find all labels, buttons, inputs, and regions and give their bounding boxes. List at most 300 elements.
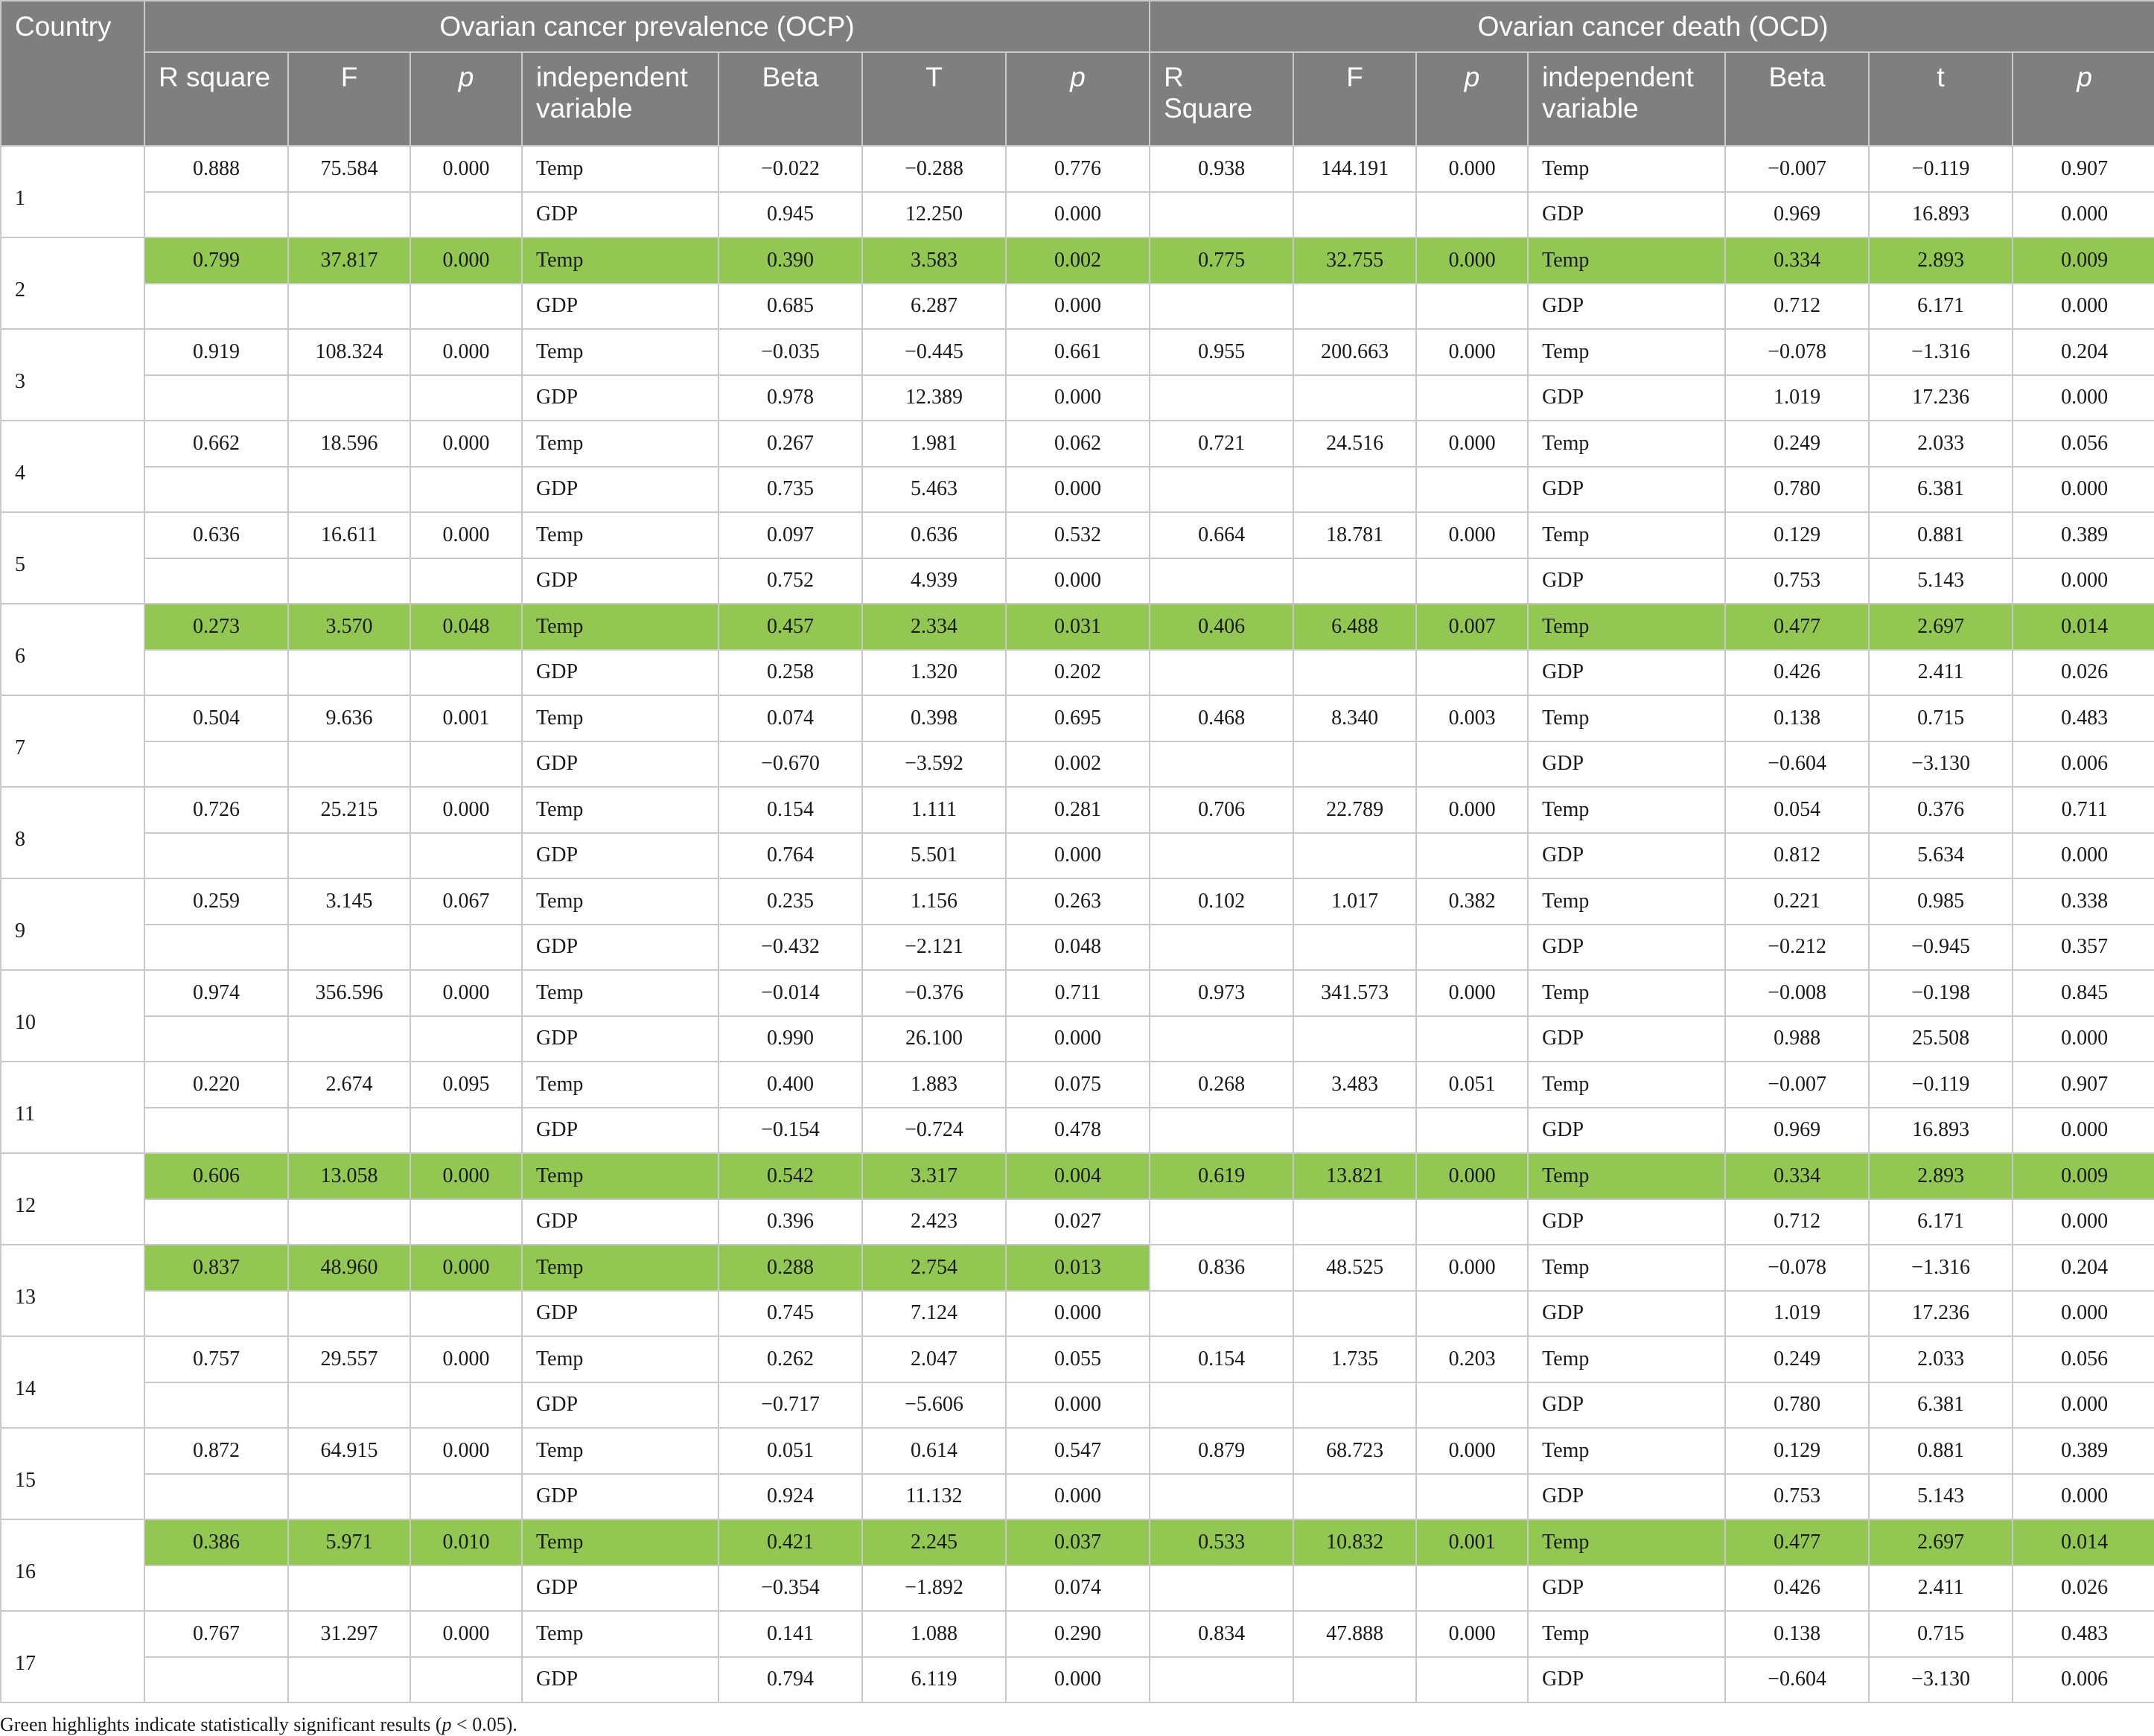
ocp-var-p-cell: 0.000	[1006, 467, 1150, 513]
ocd-beta-cell: 0.054	[1725, 787, 1869, 833]
ocd-variable-cell: Temp	[1528, 787, 1725, 833]
ocp-t-cell: 5.501	[862, 833, 1006, 879]
table-row	[1, 512, 2154, 558]
ocp-var-p-cell: 0.000	[1006, 1016, 1150, 1062]
ocp-beta-cell: 0.752	[718, 558, 862, 604]
ocd-r-square-empty-cell	[1150, 1016, 1293, 1062]
ocp-p-empty-cell	[410, 192, 522, 238]
ocp-variable-cell: GDP	[522, 558, 718, 604]
table-row	[1, 878, 2154, 925]
ocp-p-cell: 0.010	[410, 1519, 522, 1566]
ocp-t-cell: 3.317	[862, 1153, 1006, 1199]
table-row	[1, 375, 2154, 421]
ocp-beta-cell: 0.051	[718, 1428, 862, 1474]
ocd-f-cell: 8.340	[1293, 695, 1416, 741]
country-cell: 14	[1, 1336, 144, 1428]
ocp-variable-cell: Temp	[522, 512, 718, 558]
ocd-r-square-empty-cell	[1150, 741, 1293, 788]
table-row	[1, 237, 2154, 284]
ocp-var-p-cell: 0.031	[1006, 604, 1150, 650]
ocd-var-p-cell: 0.026	[2013, 1566, 2154, 1612]
ocp-f-cell: 2.674	[288, 1062, 410, 1108]
country-cell: 11	[1, 1062, 144, 1153]
country-cell: 17	[1, 1611, 144, 1703]
ocp-p-cell: 0.000	[410, 237, 522, 284]
ocp-r-square-empty-cell	[144, 1291, 288, 1337]
table-row	[1, 1291, 2154, 1337]
ocp-f-empty-cell	[288, 1016, 410, 1062]
ocp-r-square-empty-cell	[144, 284, 288, 330]
ocp-p-cell: 0.095	[410, 1062, 522, 1108]
ocp-beta-cell: 0.400	[718, 1062, 862, 1108]
ocd-beta-cell: 0.129	[1725, 512, 1869, 558]
ocp-t-cell: 6.119	[862, 1657, 1006, 1703]
ocd-t-cell: 17.236	[1869, 375, 2013, 421]
ocp-f-cell: 108.324	[288, 329, 410, 375]
ocp-t-cell: −5.606	[862, 1382, 1006, 1429]
ocp-r-square-cell: 0.606	[144, 1153, 288, 1199]
ocd-beta-cell: −0.078	[1725, 329, 1869, 375]
ocd-beta-cell: 0.221	[1725, 878, 1869, 925]
ocp-var-p-cell: 0.004	[1006, 1153, 1150, 1199]
ocp-t-cell: 7.124	[862, 1291, 1006, 1337]
ocd-f-cell: 3.483	[1293, 1062, 1416, 1108]
ocp-t-cell: −0.288	[862, 146, 1006, 192]
ocp-t-cell: −3.592	[862, 741, 1006, 788]
ocp-var-p-cell: 0.478	[1006, 1108, 1150, 1154]
ocp-var-p-cell: 0.776	[1006, 146, 1150, 192]
ocd-beta-cell: −0.007	[1725, 146, 1869, 192]
ocd-f-cell: 341.573	[1293, 970, 1416, 1016]
ocd-p-empty-cell	[1416, 1566, 1528, 1612]
ocp-f-empty-cell	[288, 833, 410, 879]
ocp-t-cell: 1.981	[862, 421, 1006, 467]
ocd-beta-cell: 0.129	[1725, 1428, 1869, 1474]
ocd-var-p-cell: 0.009	[2013, 237, 2154, 284]
ocd-variable-cell: GDP	[1528, 1199, 1725, 1245]
ocd-beta-cell: 0.780	[1725, 1382, 1869, 1429]
ocd-t-cell: −0.119	[1869, 1062, 2013, 1108]
ocd-r-square-empty-cell	[1150, 1382, 1293, 1429]
ocp-p-cell: 0.048	[410, 604, 522, 650]
ocp-p-cell: 0.067	[410, 878, 522, 925]
ocd-p-cell: 0.000	[1416, 421, 1528, 467]
ocd-t-cell: −0.198	[1869, 970, 2013, 1016]
ocp-var-p-cell: 0.000	[1006, 1382, 1150, 1429]
table-row	[1, 787, 2154, 833]
ocd-t-cell: 2.033	[1869, 1336, 2013, 1382]
ocp-r-square-empty-cell	[144, 650, 288, 696]
ocd-r-square-cell: 0.268	[1150, 1062, 1293, 1108]
ocd-var-p-cell: 0.014	[2013, 1519, 2154, 1566]
header-ocd-independent-variable: independent variable	[1528, 52, 1725, 146]
ocp-variable-cell: Temp	[522, 970, 718, 1016]
ocd-f-empty-cell	[1293, 1382, 1416, 1429]
ocd-variable-cell: GDP	[1528, 1291, 1725, 1337]
ocd-variable-cell: Temp	[1528, 1611, 1725, 1657]
header-ocp-r-square: R square	[144, 52, 288, 146]
ocp-r-square-empty-cell	[144, 1108, 288, 1154]
ocd-r-square-empty-cell	[1150, 375, 1293, 421]
ocd-var-p-cell: 0.357	[2013, 925, 2154, 971]
ocd-p-empty-cell	[1416, 833, 1528, 879]
ocd-p-cell: 0.000	[1416, 146, 1528, 192]
ocd-r-square-empty-cell	[1150, 558, 1293, 604]
ocp-r-square-empty-cell	[144, 925, 288, 971]
ocp-variable-cell: GDP	[522, 1657, 718, 1703]
ocd-t-cell: 2.411	[1869, 650, 2013, 696]
ocp-f-cell: 37.817	[288, 237, 410, 284]
ocd-f-cell: 68.723	[1293, 1428, 1416, 1474]
ocd-var-p-cell: 0.204	[2013, 1245, 2154, 1291]
ocd-r-square-empty-cell	[1150, 925, 1293, 971]
ocp-r-square-empty-cell	[144, 375, 288, 421]
table-row	[1, 1566, 2154, 1612]
ocd-variable-cell: GDP	[1528, 1108, 1725, 1154]
ocp-t-cell: 2.423	[862, 1199, 1006, 1245]
ocp-beta-cell: 0.924	[718, 1474, 862, 1520]
ocd-beta-cell: 0.753	[1725, 558, 1869, 604]
ocp-p-empty-cell	[410, 741, 522, 788]
ocp-f-cell: 75.584	[288, 146, 410, 192]
ocp-r-square-empty-cell	[144, 741, 288, 788]
ocd-t-cell: 16.893	[1869, 1108, 2013, 1154]
ocp-beta-cell: 0.288	[718, 1245, 862, 1291]
ocd-var-p-cell: 0.056	[2013, 1336, 2154, 1382]
table-row	[1, 284, 2154, 330]
ocp-variable-cell: GDP	[522, 1108, 718, 1154]
country-cell: 13	[1, 1245, 144, 1336]
ocp-f-empty-cell	[288, 1474, 410, 1520]
ocd-f-cell: 32.755	[1293, 237, 1416, 284]
ocp-t-cell: −0.376	[862, 970, 1006, 1016]
ocd-r-square-cell: 0.973	[1150, 970, 1293, 1016]
ocd-f-cell: 1.735	[1293, 1336, 1416, 1382]
ocd-beta-cell: 0.712	[1725, 284, 1869, 330]
country-cell: 12	[1, 1153, 144, 1245]
ocp-r-square-cell: 0.662	[144, 421, 288, 467]
ocd-variable-cell: Temp	[1528, 146, 1725, 192]
ocp-var-p-cell: 0.000	[1006, 375, 1150, 421]
ocp-variable-cell: GDP	[522, 650, 718, 696]
ocd-variable-cell: Temp	[1528, 604, 1725, 650]
ocp-variable-cell: Temp	[522, 1428, 718, 1474]
header-ocp-group: Ovarian cancer prevalence (OCP)	[144, 1, 1150, 52]
ocp-p-empty-cell	[410, 1382, 522, 1429]
ocd-r-square-cell: 0.468	[1150, 695, 1293, 741]
ocp-t-cell: 2.047	[862, 1336, 1006, 1382]
header-ocd-p-var: p	[2013, 52, 2154, 146]
ocd-beta-cell: 0.712	[1725, 1199, 1869, 1245]
ocd-beta-cell: 0.138	[1725, 1611, 1869, 1657]
ocp-r-square-cell: 0.220	[144, 1062, 288, 1108]
ocd-f-cell: 18.781	[1293, 512, 1416, 558]
ocd-p-empty-cell	[1416, 1199, 1528, 1245]
ocd-f-cell: 1.017	[1293, 878, 1416, 925]
ocd-beta-cell: −0.078	[1725, 1245, 1869, 1291]
ocp-t-cell: 6.287	[862, 284, 1006, 330]
ocp-variable-cell: GDP	[522, 284, 718, 330]
ocd-t-cell: −0.119	[1869, 146, 2013, 192]
ocp-t-cell: 1.320	[862, 650, 1006, 696]
ocd-r-square-cell: 0.955	[1150, 329, 1293, 375]
ocd-f-cell: 13.821	[1293, 1153, 1416, 1199]
table-row	[1, 925, 2154, 971]
ocd-var-p-cell: 0.000	[2013, 558, 2154, 604]
ocp-beta-cell: −0.035	[718, 329, 862, 375]
ocp-var-p-cell: 0.037	[1006, 1519, 1150, 1566]
table-row	[1, 558, 2154, 604]
table-row	[1, 1062, 2154, 1108]
ocp-t-cell: 4.939	[862, 558, 1006, 604]
ocd-var-p-cell: 0.000	[2013, 375, 2154, 421]
country-cell: 2	[1, 237, 144, 329]
ocd-beta-cell: −0.008	[1725, 970, 1869, 1016]
ocp-t-cell: 12.389	[862, 375, 1006, 421]
ocd-t-cell: 0.881	[1869, 512, 2013, 558]
ocd-f-empty-cell	[1293, 375, 1416, 421]
ocp-p-cell: 0.000	[410, 1428, 522, 1474]
ocp-r-square-cell: 0.273	[144, 604, 288, 650]
ocd-beta-cell: 0.426	[1725, 1566, 1869, 1612]
ocp-variable-cell: GDP	[522, 1199, 718, 1245]
table-header	[1, 1, 2154, 146]
ocd-p-cell: 0.000	[1416, 1428, 1528, 1474]
ocd-p-empty-cell	[1416, 192, 1528, 238]
ocd-f-cell: 144.191	[1293, 146, 1416, 192]
ocd-variable-cell: GDP	[1528, 467, 1725, 513]
ocp-variable-cell: Temp	[522, 1245, 718, 1291]
country-cell: 5	[1, 512, 144, 604]
ocp-r-square-empty-cell	[144, 1657, 288, 1703]
ocd-r-square-cell: 0.721	[1150, 421, 1293, 467]
ocp-f-cell: 31.297	[288, 1611, 410, 1657]
ocd-r-square-empty-cell	[1150, 650, 1293, 696]
ocd-var-p-cell: 0.009	[2013, 1153, 2154, 1199]
ocp-f-cell: 13.058	[288, 1153, 410, 1199]
ocp-beta-cell: 0.267	[718, 421, 862, 467]
ocd-r-square-empty-cell	[1150, 1657, 1293, 1703]
ocd-t-cell: 0.715	[1869, 695, 2013, 741]
ocp-var-p-cell: 0.547	[1006, 1428, 1150, 1474]
ocp-p-empty-cell	[410, 1566, 522, 1612]
ocp-r-square-cell: 0.974	[144, 970, 288, 1016]
ocd-t-cell: 2.697	[1869, 1519, 2013, 1566]
ocp-variable-cell: Temp	[522, 878, 718, 925]
ocd-r-square-empty-cell	[1150, 1566, 1293, 1612]
ocd-r-square-empty-cell	[1150, 1474, 1293, 1520]
ocp-r-square-empty-cell	[144, 1566, 288, 1612]
ocd-beta-cell: 0.426	[1725, 650, 1869, 696]
ocp-variable-cell: Temp	[522, 421, 718, 467]
ocp-var-p-cell: 0.013	[1006, 1245, 1150, 1291]
ocp-var-p-cell: 0.000	[1006, 1657, 1150, 1703]
ocp-variable-cell: Temp	[522, 695, 718, 741]
table-row	[1, 1611, 2154, 1657]
ocd-var-p-cell: 0.483	[2013, 1611, 2154, 1657]
ocp-t-cell: 5.463	[862, 467, 1006, 513]
ocd-var-p-cell: 0.483	[2013, 695, 2154, 741]
ocd-var-p-cell: 0.000	[2013, 1474, 2154, 1520]
country-cell: 9	[1, 878, 144, 970]
ocp-r-square-empty-cell	[144, 558, 288, 604]
ocp-f-empty-cell	[288, 1566, 410, 1612]
ocd-r-square-cell: 0.706	[1150, 787, 1293, 833]
ocp-var-p-cell: 0.062	[1006, 421, 1150, 467]
ocd-variable-cell: GDP	[1528, 833, 1725, 879]
ocp-variable-cell: GDP	[522, 1016, 718, 1062]
ocp-r-square-cell: 0.872	[144, 1428, 288, 1474]
ocd-beta-cell: 0.753	[1725, 1474, 1869, 1520]
ocd-variable-cell: GDP	[1528, 741, 1725, 788]
ocp-variable-cell: GDP	[522, 192, 718, 238]
footnote	[0, 1703, 2154, 1736]
ocp-t-cell: 0.636	[862, 512, 1006, 558]
ocp-variable-cell: GDP	[522, 1382, 718, 1429]
ocp-variable-cell: Temp	[522, 146, 718, 192]
ocp-variable-cell: GDP	[522, 467, 718, 513]
ocd-p-cell: 0.000	[1416, 1153, 1528, 1199]
ocp-beta-cell: 0.097	[718, 512, 862, 558]
table-row	[1, 192, 2154, 238]
header-ocd-f: F	[1293, 52, 1416, 146]
ocd-p-cell: 0.203	[1416, 1336, 1528, 1382]
ocp-p-empty-cell	[410, 1199, 522, 1245]
header-ocp-p-var: p	[1006, 52, 1150, 146]
country-cell: 16	[1, 1519, 144, 1611]
header-ocd-p: p	[1416, 52, 1528, 146]
ocd-beta-cell: 0.969	[1725, 1108, 1869, 1154]
ocp-variable-cell: GDP	[522, 741, 718, 788]
ocp-var-p-cell: 0.263	[1006, 878, 1150, 925]
country-cell: 3	[1, 329, 144, 421]
ocd-p-cell: 0.000	[1416, 1611, 1528, 1657]
ocd-variable-cell: GDP	[1528, 925, 1725, 971]
ocd-beta-cell: 0.249	[1725, 1336, 1869, 1382]
ocd-variable-cell: GDP	[1528, 1382, 1725, 1429]
ocp-f-cell: 3.145	[288, 878, 410, 925]
ocd-beta-cell: −0.604	[1725, 1657, 1869, 1703]
ocp-f-empty-cell	[288, 467, 410, 513]
ocd-r-square-empty-cell	[1150, 833, 1293, 879]
ocp-f-empty-cell	[288, 925, 410, 971]
ocd-beta-cell: 0.138	[1725, 695, 1869, 741]
ocd-variable-cell: Temp	[1528, 878, 1725, 925]
ocp-f-cell: 5.971	[288, 1519, 410, 1566]
ocp-r-square-cell: 0.799	[144, 237, 288, 284]
table-row	[1, 833, 2154, 879]
ocp-r-square-cell: 0.259	[144, 878, 288, 925]
header-ocp-t: T	[862, 52, 1006, 146]
header-ocd-beta: Beta	[1725, 52, 1869, 146]
ocd-var-p-cell: 0.000	[2013, 833, 2154, 879]
ocd-t-cell: −1.316	[1869, 329, 2013, 375]
ocd-var-p-cell: 0.000	[2013, 284, 2154, 330]
table-row	[1, 1519, 2154, 1566]
ocd-f-empty-cell	[1293, 1291, 1416, 1337]
ocd-f-cell: 200.663	[1293, 329, 1416, 375]
ocp-t-cell: −1.892	[862, 1566, 1006, 1612]
ocd-f-empty-cell	[1293, 1657, 1416, 1703]
ocd-f-cell: 10.832	[1293, 1519, 1416, 1566]
ocp-f-empty-cell	[288, 1657, 410, 1703]
ocd-beta-cell: 1.019	[1725, 1291, 1869, 1337]
ocp-beta-cell: 0.990	[718, 1016, 862, 1062]
ocd-variable-cell: GDP	[1528, 558, 1725, 604]
ocp-variable-cell: Temp	[522, 1611, 718, 1657]
ocp-f-empty-cell	[288, 1199, 410, 1245]
ocp-variable-cell: Temp	[522, 787, 718, 833]
ocp-var-p-cell: 0.075	[1006, 1062, 1150, 1108]
ocp-p-cell: 0.000	[410, 421, 522, 467]
table-row	[1, 970, 2154, 1016]
ocd-var-p-cell: 0.006	[2013, 741, 2154, 788]
ocp-f-cell: 29.557	[288, 1336, 410, 1382]
ocp-f-empty-cell	[288, 1382, 410, 1429]
ocp-f-cell: 9.636	[288, 695, 410, 741]
ocp-t-cell: 0.614	[862, 1428, 1006, 1474]
ocp-beta-cell: 0.945	[718, 192, 862, 238]
table-row	[1, 1336, 2154, 1382]
ocp-f-cell: 18.596	[288, 421, 410, 467]
ocp-f-empty-cell	[288, 1108, 410, 1154]
ocp-r-square-cell: 0.888	[144, 146, 288, 192]
ocd-var-p-cell: 0.204	[2013, 329, 2154, 375]
table-row	[1, 421, 2154, 467]
ocp-r-square-cell: 0.386	[144, 1519, 288, 1566]
ocd-r-square-empty-cell	[1150, 1291, 1293, 1337]
ocd-t-cell: 5.143	[1869, 1474, 2013, 1520]
ocp-f-empty-cell	[288, 1291, 410, 1337]
ocp-var-p-cell: 0.000	[1006, 1474, 1150, 1520]
table-row	[1, 146, 2154, 192]
ocd-r-square-cell: 0.406	[1150, 604, 1293, 650]
ocd-p-cell: 0.001	[1416, 1519, 1528, 1566]
country-cell: 15	[1, 1428, 144, 1519]
ocd-p-cell: 0.000	[1416, 512, 1528, 558]
ocp-variable-cell: Temp	[522, 1519, 718, 1566]
ocd-var-p-cell: 0.845	[2013, 970, 2154, 1016]
ocd-p-empty-cell	[1416, 1016, 1528, 1062]
ocd-variable-cell: Temp	[1528, 1428, 1725, 1474]
ocp-p-empty-cell	[410, 375, 522, 421]
ocp-variable-cell: Temp	[522, 1062, 718, 1108]
ocp-t-cell: −0.445	[862, 329, 1006, 375]
table-row	[1, 1016, 2154, 1062]
ocp-r-square-cell: 0.504	[144, 695, 288, 741]
ocp-var-p-cell: 0.002	[1006, 741, 1150, 788]
ocp-var-p-cell: 0.695	[1006, 695, 1150, 741]
ocd-f-cell: 6.488	[1293, 604, 1416, 650]
ocp-beta-cell: 0.978	[718, 375, 862, 421]
ocp-beta-cell: 0.390	[718, 237, 862, 284]
ocp-var-p-cell: 0.048	[1006, 925, 1150, 971]
ocd-p-empty-cell	[1416, 1291, 1528, 1337]
ocp-r-square-empty-cell	[144, 192, 288, 238]
ocd-r-square-cell: 0.775	[1150, 237, 1293, 284]
ocp-r-square-cell: 0.757	[144, 1336, 288, 1382]
ocp-p-empty-cell	[410, 558, 522, 604]
ocd-p-cell: 0.000	[1416, 1245, 1528, 1291]
ocp-t-cell: 2.754	[862, 1245, 1006, 1291]
ocd-f-empty-cell	[1293, 284, 1416, 330]
ocd-var-p-cell: 0.338	[2013, 878, 2154, 925]
ocd-variable-cell: Temp	[1528, 695, 1725, 741]
ocp-p-empty-cell	[410, 1474, 522, 1520]
ocd-variable-cell: GDP	[1528, 1016, 1725, 1062]
ocd-t-cell: 5.634	[1869, 833, 2013, 879]
ocd-p-empty-cell	[1416, 1657, 1528, 1703]
